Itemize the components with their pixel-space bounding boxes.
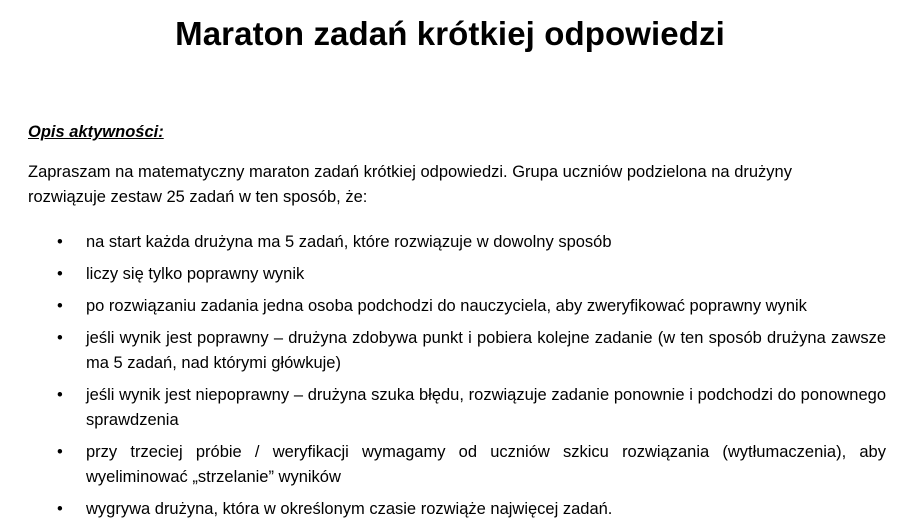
rule-text: przy trzeciej próbie / weryfikacji wymagamy od uczniów szkicu rozwiązania (wytłumaczenia), aby wyeliminować „strzelanie” wyników bbox=[86, 443, 886, 486]
bullet-icon: • bbox=[57, 265, 63, 283]
bullet-icon: • bbox=[57, 297, 63, 315]
list-item bbox=[0, 294, 900, 319]
list-item bbox=[0, 262, 900, 287]
rule-text: na start każda drużyna ma 5 zadań, które rozwiązuje w dowolny sposób bbox=[86, 233, 612, 251]
document-title: Maraton zadań krótkiej odpowiedzi bbox=[175, 15, 725, 52]
list-item bbox=[0, 383, 900, 433]
rule-text: jeśli wynik jest niepoprawny – drużyna szuka błędu, rozwiązuje zadanie ponownie i podchodzi do ponownego sprawdzenia bbox=[86, 386, 886, 429]
list-item bbox=[0, 230, 900, 255]
rule-text: liczy się tylko poprawny wynik bbox=[86, 265, 305, 283]
bullet-icon: • bbox=[57, 500, 63, 518]
list-item bbox=[0, 440, 900, 490]
rule-text: po rozwiązaniu zadania jedna osoba podchodzi do nauczyciela, aby zweryfikować poprawny wynik bbox=[86, 297, 807, 315]
rules-list bbox=[0, 230, 900, 529]
bullet-icon: • bbox=[57, 443, 63, 461]
bullet-icon: • bbox=[57, 233, 63, 251]
intro-paragraph: Zapraszam na matematyczny maraton zadań krótkiej odpowiedzi. Grupa uczniów podzielona na drużyny rozwiązuje zestaw 25 zadań w ten sposób, że: bbox=[28, 163, 792, 206]
bullet-icon: • bbox=[57, 329, 63, 347]
section-heading: Opis aktywności: bbox=[28, 123, 164, 141]
rule-text: wygrywa drużyna, która w określonym czasie rozwiąże najwięcej zadań. bbox=[86, 500, 613, 518]
bullet-icon: • bbox=[57, 386, 63, 404]
list-item bbox=[0, 497, 900, 522]
rule-text: jeśli wynik jest poprawny – drużyna zdobywa punkt i pobiera kolejne zadanie (w ten sposób drużyna zawsze ma 5 zadań, nad którymi główkuje) bbox=[86, 329, 886, 372]
list-item bbox=[0, 326, 900, 376]
